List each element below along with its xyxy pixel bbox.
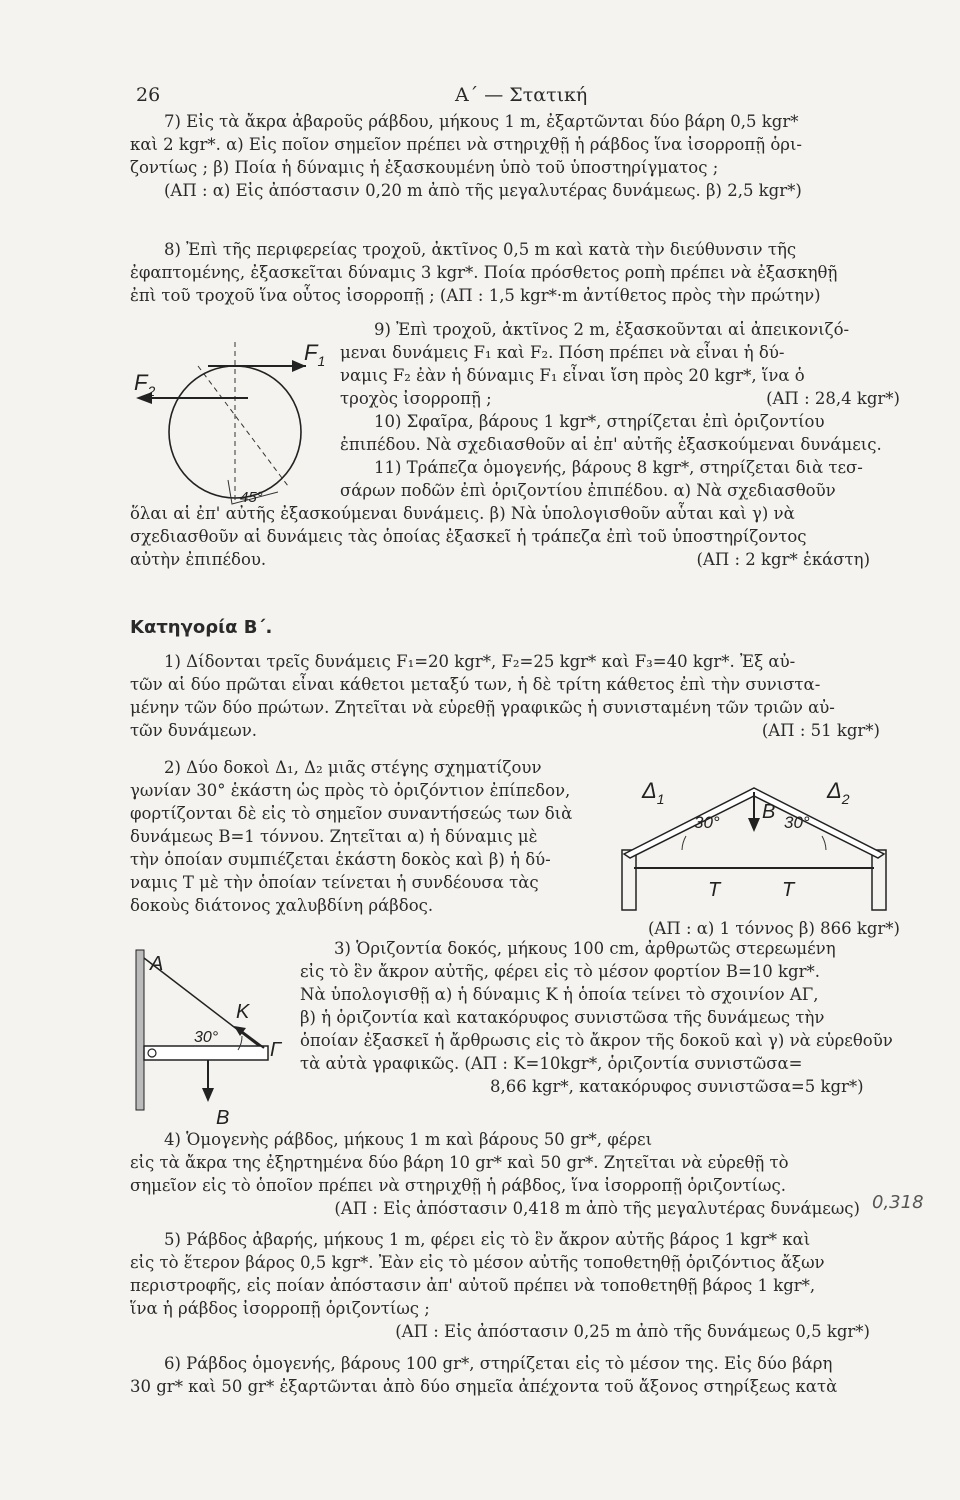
problem-b2 — [130, 756, 608, 917]
text-line: δοκοὺς διάτονος χαλυβδίνη ράβδος. — [130, 896, 434, 915]
text-line: ζοντίως ; β) Ποία ἡ δύναμις ἡ ἐξασκουμένη ὑπὸ τοῦ ὑποστηρίγματος ; — [130, 158, 719, 177]
category-b-title: Κατηγορία Β΄. — [130, 617, 273, 638]
label-tension-left: T — [708, 879, 721, 901]
label-d1: $\Delta_1$ — [642, 778, 665, 807]
text-line: β) ἡ ὁριζοντία καὶ κατακόρυφος συνιστῶσα τῆς δυνάμεως τὴν — [300, 1008, 825, 1027]
text-line: ὁποίαν ἐξασκεῖ ἡ ἄρθρωσις εἰς τὸ ἄκρον τῆς δοκοῦ καὶ γ) νὰ εὑρεθοῦν — [300, 1031, 893, 1050]
label-angle-left: 30° — [694, 813, 720, 832]
label-k: K — [236, 1001, 250, 1023]
left-wall — [622, 850, 636, 910]
text-line: ἐπιπέδου. Νὰ σχεδιασθοῦν αἱ ἐπ' αὐτῆς ἐξασκούμεναι δυνάμεις. — [340, 435, 882, 454]
text-line: ἐπὶ τοῦ τροχοῦ ἵνα οὗτος ἰσορροπῇ ; (ΑΠ : 1,5 kgr*·m ἀντίθετος πρὸς τὴν πρώτην) — [130, 286, 821, 305]
text-line: μένην τῶν δύο πρώτων. Ζητεῖται νὰ εὑρεθῇ γραφικῶς ἡ συνισταμένη τῶν τριῶν αὐ- — [130, 698, 835, 717]
handwritten-note: 0,318 — [872, 1192, 924, 1213]
answer-line: (ΑΠ : α) Εἰς ἀπόστασιν 0,20 m ἀπὸ τῆς μεγαλυτέρας δυνάμεως. β) 2,5 kgr*) — [164, 181, 802, 200]
load-arrowhead — [748, 818, 760, 832]
text-line: 11) Τράπεζα ὁμογενής, βάρους 8 kgr*, στηρίζεται διὰ τεσ- — [374, 458, 863, 477]
label-d2: $\Delta_2$ — [827, 778, 850, 807]
beam-figure — [128, 944, 298, 1130]
text-line: 1) Δίδονται τρεῖς δυνάμεις F₁=20 kgr*, F₂=25 kgr* καὶ F₃=40 kgr*. Ἐξ αὐ- — [164, 652, 796, 671]
text-line: τὴν ὁποίαν συμπιέζεται ἑκάστη δοκὸς καὶ β) ἡ δύ- — [130, 850, 551, 869]
problem-9 — [340, 318, 900, 502]
problem-b2-answer: (ΑΠ : α) 1 τόννος β) 866 kgr*) — [648, 919, 900, 938]
label-f2: $F_2$ — [134, 370, 156, 399]
text-line: περιστροφῆς, εἰς ποίαν ἀπόστασιν ἀπ' αὐτοῦ πρέπει νὰ τοποθετηθῇ βάρος 1 kgr*, — [130, 1276, 816, 1295]
angle-arc-right — [822, 836, 826, 850]
label-angle-right: 30° — [784, 813, 810, 832]
angle-arc-left — [682, 836, 686, 850]
wheel-figure — [128, 322, 338, 512]
text-line: ὅλαι αἱ ἐπ' αὐτῆς ἐξασκούμεναι δυνάμεις. β) Νὰ ὑπολογισθοῦν αὗται καὶ γ) νὰ — [130, 504, 795, 523]
text-line: μεναι δυνάμεις F₁ καὶ F₂. Πόση πρέπει νὰ εἶναι ἡ δύ- — [340, 343, 785, 362]
text-line: 8) Ἐπὶ τῆς περιφερείας τροχοῦ, ἀκτῖνος 0,5 m καὶ κατὰ τὴν διεύθυνσιν τῆς — [164, 240, 797, 259]
label-gamma: Γ — [270, 1039, 282, 1061]
label-a: A — [150, 953, 164, 975]
text-line: Νὰ ὑπολογισθῇ α) ἡ δύναμις K ἡ ὁποία τείνει τὸ σχοινίον ΑΓ, — [300, 985, 819, 1004]
text-line: εἰς τὸ ἓν ἄκρον αὐτῆς, φέρει εἰς τὸ μέσον φορτίον B=10 kgr*. — [300, 962, 820, 981]
label-angle: 30° — [194, 1029, 219, 1046]
problem-11-cont — [130, 502, 900, 571]
roof-figure — [612, 762, 902, 912]
problem-7 — [130, 110, 900, 202]
text-line: 8,66 kgr*, κατακόρυφος συνιστῶσα=5 kgr*) — [490, 1077, 864, 1096]
text-line: 6) Ράβδος ὁμογενής, βάρους 100 gr*, στηρίζεται εἰς τὸ μέσον της. Εἰς δύο βάρη — [164, 1354, 833, 1373]
wall — [136, 950, 144, 1110]
text-line: αὐτὴν ἐπιπέδου. (ΑΠ : 2 kgr* ἑκάστη) — [130, 550, 870, 569]
problem-b4 — [130, 1128, 900, 1220]
text-line: σημεῖον εἰς τὸ ὁποῖον πρέπει νὰ στηριχθῇ ἡ ράβδος, ἵνα ἰσορροπῇ ὁριζοντίως. — [130, 1176, 786, 1195]
text-line: δυνάμεως B=1 τόννου. Ζητεῖται α) ἡ δύναμις μὲ — [130, 827, 538, 846]
page-number: 26 — [136, 84, 161, 106]
label-load-b: B — [762, 801, 776, 823]
text-line: 10) Σφαῖρα, βάρους 1 kgr*, στηρίζεται ἐπὶ ὁριζοντίου — [374, 412, 825, 431]
problem-b5 — [130, 1228, 900, 1343]
text-line: ναμις T μὲ τὴν ὁποίαν τείνεται ἡ συνδέουσα τὰς — [130, 873, 539, 892]
diagonal-radius — [198, 366, 288, 486]
text-line: 3) Ὁριζοντία δοκός, μήκους 100 cm, ἀρθρωτῶς στερεωμένη — [334, 939, 836, 958]
weight-arrowhead — [202, 1088, 214, 1102]
text-line: εἰς τὸ ἕτερον βάρος 0,5 kgr*. Ἐὰν εἰς τὸ μέσον αὐτῆς τοποθετηθῇ ὁριζόντιος ἄξων — [130, 1253, 825, 1272]
text-line: 30 gr* καὶ 50 gr* ἐξαρτῶνται ἀπὸ δύο σημεῖα ἀπέχοντα τοῦ ἄξονος στηρίξεως κατὰ — [130, 1377, 838, 1396]
text-line: γωνίαν 30° ἑκάστη ὡς πρὸς τὸ ὁριζόντιον ἐπίπεδον, — [130, 781, 571, 800]
text-line: 9) Ἐπὶ τροχοῦ, ἀκτῖνος 2 m, ἐξασκοῦνται αἱ ἀπεικονιζό- — [374, 320, 850, 339]
angle-label: 45° — [240, 489, 263, 506]
label-tension-right: T — [782, 879, 795, 901]
text-line: 4) Ὁμογενὴς ράβδος, μήκους 1 m καὶ βάρους 50 gr*, φέρει — [164, 1130, 653, 1149]
text-line: τὰ αὐτὰ γραφικῶς. (ΑΠ : K=10kgr*, ὁριζοντία συνιστῶσα= — [300, 1054, 803, 1073]
text-line: σχεδιασθοῦν αἱ δυνάμεις τὰς ὁποίας ἐξασκεῖ ἡ τράπεζα ἐπὶ τοῦ ὑποστηρίζοντος — [130, 527, 807, 546]
text-line: σάρων ποδῶν ἐπὶ ὁριζοντίου ἐπιπέδου. α) Νὰ σχεδιασθοῦν — [340, 481, 836, 500]
text-line: τῶν αἱ δύο πρῶται εἶναι κάθετοι μεταξύ των, ἡ δὲ τρίτη κάθετος ἐπὶ τὴν συνιστα- — [130, 675, 821, 694]
running-head: Α΄ — Στατική — [455, 84, 588, 106]
label-b: B — [216, 1107, 230, 1129]
problem-b3 — [300, 937, 900, 1098]
text-line: τῶν δυνάμεων. (ΑΠ : 51 kgr*) — [130, 721, 880, 740]
answer-line: (ΑΠ : Εἰς ἀπόστασιν 0,25 m ἀπὸ τῆς δυνάμεως 0,5 kgr*) — [395, 1322, 870, 1341]
text-line: 7) Εἰς τὰ ἄκρα ἀβαροῦς ράβδου, μήκους 1 m, ἐξαρτῶνται δύο βάρη 0,5 kgr* — [164, 112, 799, 131]
problem-b1 — [130, 650, 900, 742]
text-line: φορτίζονται δὲ εἰς τὸ σημεῖον συναντήσεώς των διὰ — [130, 804, 573, 823]
text-line: καὶ 2 kgr*. α) Εἰς ποῖον σημεῖον πρέπει νὰ στηριχθῇ ἡ ράβδος ἵνα ἰσορροπῇ ὁρι- — [130, 135, 803, 154]
text-line: τροχὸς ἰσορροπῇ ; (ΑΠ : 28,4 kgr*) — [340, 389, 900, 408]
right-wall — [872, 850, 886, 910]
text-line: ἵνα ἡ ράβδος ἰσορροπῇ ὁριζοντίως ; — [130, 1299, 430, 1318]
text-line: ναμις F₂ ἐὰν ἡ δύναμις F₁ εἶναι ἴση πρὸς 20 kgr*, ἵνα ὁ — [340, 366, 805, 385]
answer-line: (ΑΠ : Εἰς ἀπόστασιν 0,418 m ἀπὸ τῆς μεγαλυτέρας δυνάμεως) — [334, 1199, 860, 1218]
beam — [144, 1046, 268, 1060]
text-line: 2) Δύο δοκοὶ Δ₁, Δ₂ μιᾶς στέγης σχηματίζουν — [164, 758, 542, 777]
problem-b6 — [130, 1352, 900, 1398]
label-f1: $F_1$ — [304, 340, 326, 369]
text-line: 5) Ράβδος ἀβαρής, μήκους 1 m, φέρει εἰς τὸ ἓν ἄκρον αὐτῆς βάρος 1 kgr* καὶ — [164, 1230, 811, 1249]
problem-8 — [130, 238, 900, 307]
text-line: εἰς τὰ ἄκρα της ἐξηρτημένα δύο βάρη 10 gr* καὶ 50 gr*. Ζητεῖται νὰ εὑρεθῇ τὸ — [130, 1153, 789, 1172]
text-line: ἐφαπτομένης, ἐξασκεῖται δύναμις 3 kgr*. Ποία πρόσθετος ροπὴ πρέπει νὰ ἐξασκηθῇ — [130, 263, 838, 282]
